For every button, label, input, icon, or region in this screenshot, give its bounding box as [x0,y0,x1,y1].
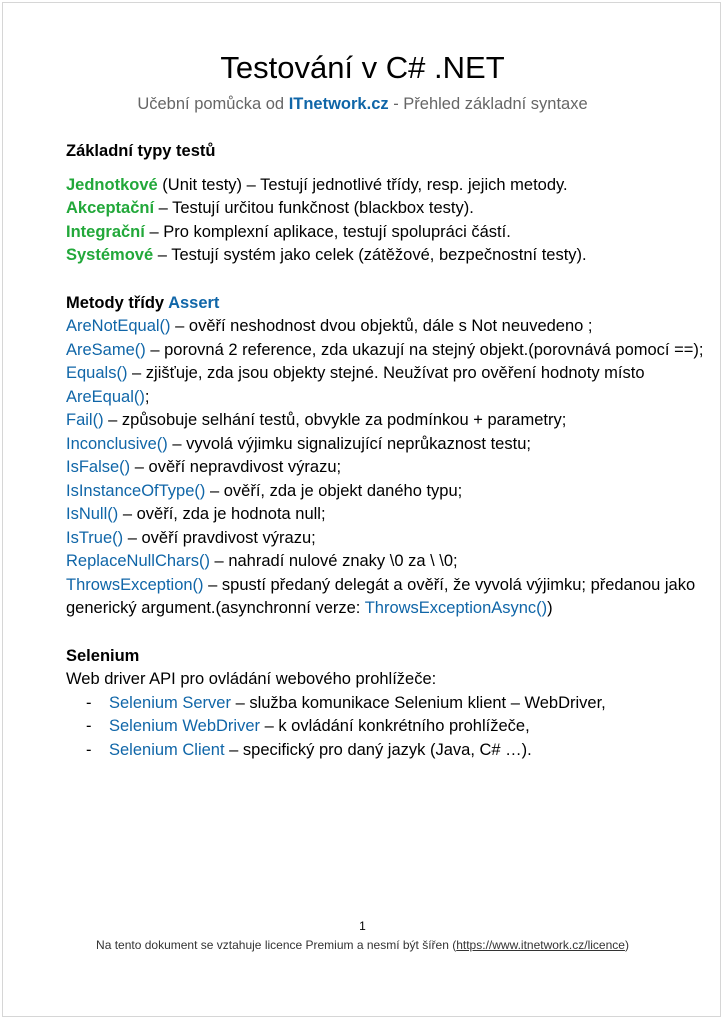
license-prefix: Na tento dokument se vztahuje licence Premium a nesmí být šířen ( [96,938,457,952]
assert-method-item [66,362,706,409]
assert-class-name: Assert [168,293,220,312]
assert-method-item [66,456,706,480]
test-type-item [66,174,706,198]
assert-method-name: AreSame() [66,340,146,359]
subtitle-suffix: - Přehled základní syntaxe [388,95,588,113]
assert-method-item [66,315,706,339]
assert-method-name: IsFalse() [66,458,131,476]
test-type-desc: – Testují systém jako celek (zátěžové, bezpečnostní testy). [153,246,587,264]
test-type-term: Akceptační [66,199,155,217]
selenium-intro: Web driver API pro ovládání webového prohlížeče: [66,670,437,688]
assert-method-name: AreNotEqual() [66,317,171,335]
assert-heading [66,292,706,316]
assert-method-desc: ) [547,599,553,617]
assert-method-item [66,480,706,504]
bullet-dash: - [86,717,92,735]
test-types-heading: Základní typy testů [66,142,216,160]
assert-method-item [66,527,706,551]
assert-method-desc: – ověří neshodnost dvou objektů, dále s Not neuvedeno ; [170,317,593,335]
bullet-dash: - [86,740,92,759]
assert-method-item [66,503,706,527]
bullet-dash: - [86,693,92,712]
selenium-list [66,692,706,763]
assert-method-name: AreEqual() [66,387,145,406]
selenium-heading: Selenium [66,646,140,665]
assert-method-desc: – ověří nepravdivost výrazu; [130,458,342,476]
test-type-desc: – Pro komplexní aplikace, testují spolupráci částí. [144,222,511,241]
content [66,140,706,762]
license-link[interactable]: https://www.itnetwork.cz/licence [456,938,625,952]
assert-method-desc: – ověří, zda je objekt daného typu; [205,481,463,500]
assert-method-desc: – porovná 2 reference, zda ukazují na stejný objekt.(porovnává pomocí ==); [145,340,704,359]
selenium-component-desc: – služba komunikace Selenium klient – WebDriver, [230,693,606,712]
assert-method-item [66,409,706,433]
assert-method-name: Inconclusive() [66,434,168,453]
assert-method-desc: ; [144,387,150,406]
assert-method-item [66,574,706,621]
test-type-term: Systémové [66,246,154,264]
assert-method-name: IsNull() [66,505,119,523]
assert-method-item [66,339,706,363]
license-suffix: ) [624,938,629,952]
test-type-desc: – Testují určitou funkčnost (blackbox testy). [154,199,474,217]
selenium-component-name: Selenium Client [109,740,225,759]
test-type-desc: (Unit testy) – Testují jednotlivé třídy, resp. jejich metody. [157,175,568,194]
assert-method-name: ReplaceNullChars() [66,552,210,570]
assert-method-item [66,433,706,457]
test-type-item [66,197,706,221]
assert-method-name: IsTrue() [66,528,124,547]
test-type-term: Integrační [66,222,145,241]
test-type-term: Jednotkové [66,175,158,194]
assert-method-desc: – spustí předaný delegát a ověří, že vyvolá výjimku; předanou jako generický argument.(asynchronní verze: [66,575,696,617]
page-number: 1 [359,919,366,933]
selenium-component-desc: – k ovládání konkrétního prohlížeče, [260,717,530,735]
document-title: Testování v C# .NET [220,50,505,85]
selenium-list-item [66,715,706,739]
assert-method-desc: – způsobuje selhání testů, obvykle za podmínkou + parametry; [103,411,567,429]
selenium-component-desc: – specifický pro daný jazyk (Java, C# …). [224,740,532,759]
assert-method-desc: – ověří, zda je hodnota null; [118,505,326,523]
selenium-list-item [66,739,706,763]
license-footer [0,938,725,952]
assert-method-name: Fail() [66,411,104,429]
assert-method-desc: – zjišťuje, zda jsou objekty stejné. Neužívat pro ověření hodnoty místo [127,364,645,382]
selenium-component-name: Selenium Server [109,693,231,712]
assert-method-name: Equals() [66,364,128,382]
selenium-list-item [66,692,706,716]
assert-methods-list [66,315,706,621]
assert-method-desc: – nahradí nulové znaky \0 za \ \0; [209,552,458,570]
assert-method-name: ThrowsExceptionAsync() [364,599,548,617]
assert-heading-prefix: Metody třídy [66,293,169,312]
assert-method-desc: – vyvolá výjimku signalizující neprůkaznost testu; [167,434,531,453]
test-type-item [66,221,706,245]
assert-method-desc: – ověří pravdivost výrazu; [123,528,316,547]
selenium-component-name: Selenium WebDriver [109,717,260,735]
test-types-list [66,174,706,268]
document-subtitle [0,95,725,114]
assert-method-item [66,550,706,574]
assert-method-name: ThrowsException() [66,575,204,594]
subtitle-prefix: Učební pomůcka od [137,95,289,113]
test-type-item [66,244,706,268]
brand-link[interactable]: ITnetwork.cz [288,95,389,113]
assert-method-name: IsInstanceOfType() [66,481,206,500]
